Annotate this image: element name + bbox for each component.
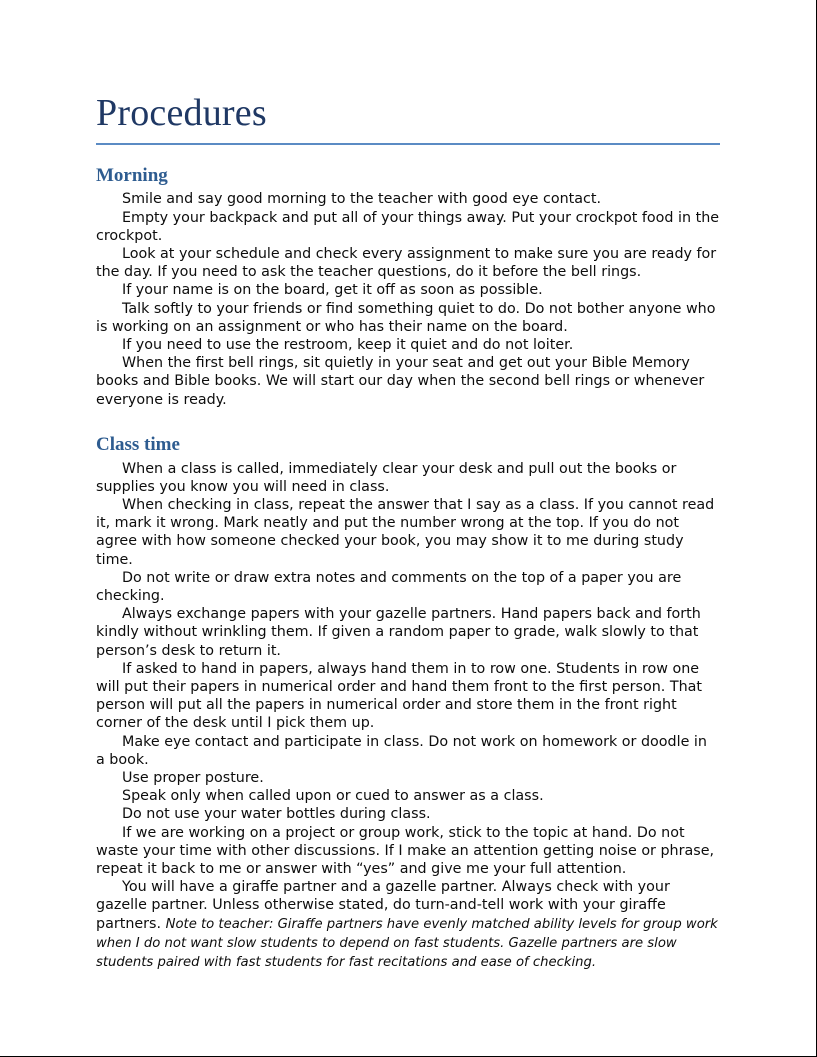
paragraph: If asked to hand in papers, always hand them in to row one. Students in row one will put their papers in numerical order and hand them front to the first person. That person will put all the papers in numerical order and store them in the front right corner of the desk until I pick them up. [96, 660, 703, 732]
paragraph: Make eye contact and participate in class. Do not work on homework or doodle in a book. [96, 733, 707, 768]
paragraph: Speak only when called upon or cued to answer as a class. [122, 788, 544, 805]
document-body [96, 92, 720, 972]
paragraph: Smile and say good morning to the teacher with good eye contact. [122, 191, 602, 208]
section-morning [96, 165, 720, 409]
paragraph: If your name is on the board, get it off as soon as possible. [122, 282, 543, 299]
paragraph: Do not use your water bottles during class. [122, 806, 431, 823]
paragraph-with-teacher-note [96, 878, 720, 972]
paragraph: Use proper posture. [122, 770, 264, 787]
page-title: Procedures [96, 92, 267, 134]
paragraph: When the first bell rings, sit quietly in your seat and get out your Bible Memory books and Bible books. We will start our day when the second bell rings or whenever everyone is ready. [96, 355, 705, 408]
paragraph: If you need to use the restroom, keep it quiet and do not loiter. [122, 336, 574, 353]
section-heading-class-time: Class time [96, 433, 180, 455]
section-class-time [96, 434, 720, 972]
paragraph: When checking in class, repeat the answer that I say as a class. If you cannot read it, mark it wrong. Mark neatly and put the number wrong at the top. If you do not agree with how someone checked your book, you may show it to me during study time. [96, 496, 715, 568]
paragraph: Look at your schedule and check every assignment to make sure you are ready for the day. If you need to ask the teacher questions, do it before the bell rings. [96, 245, 717, 281]
paragraph: Always exchange papers with your gazelle partners. Hand papers back and forth kindly without wrinkling them. If given a random paper to grade, walk slowly to that person’s desk to return it. [96, 606, 701, 659]
paragraph: Talk softly to your friends or find something quiet to do. Do not bother anyone who is working on an assignment or who has their name on the board. [96, 300, 716, 335]
teacher-note-text: Note to teacher: Giraffe partners have evenly matched ability levels for group work when I do not want slow students to depend on fast students. Gazelle partners are slow students paired with fast students for fast recitations and ease of checking. [96, 916, 718, 971]
title-divider [96, 143, 720, 145]
paragraph: Empty your backpack and put all of your things away. Put your crockpot food in the crockpot. [96, 209, 720, 244]
paragraph: When a class is called, immediately clear your desk and pull out the books or supplies you know you will need in class. [96, 460, 677, 495]
paragraph: If we are working on a project or group work, stick to the topic at hand. Do not waste your time with other discussions. If I make an attention getting noise or phrase, repeat it back to me or answer with “yes” and give me your full attention. [96, 824, 715, 878]
paragraph: Do not write or draw extra notes and comments on the top of a paper you are checking. [96, 569, 682, 604]
paragraph-lead-text: You will have a giraffe partner and a gazelle partner. Always check with your gazelle partner. Unless otherwise stated, do turn-and-tell work with your giraffe partners. [96, 879, 670, 932]
section-heading-morning: Morning [96, 164, 168, 186]
